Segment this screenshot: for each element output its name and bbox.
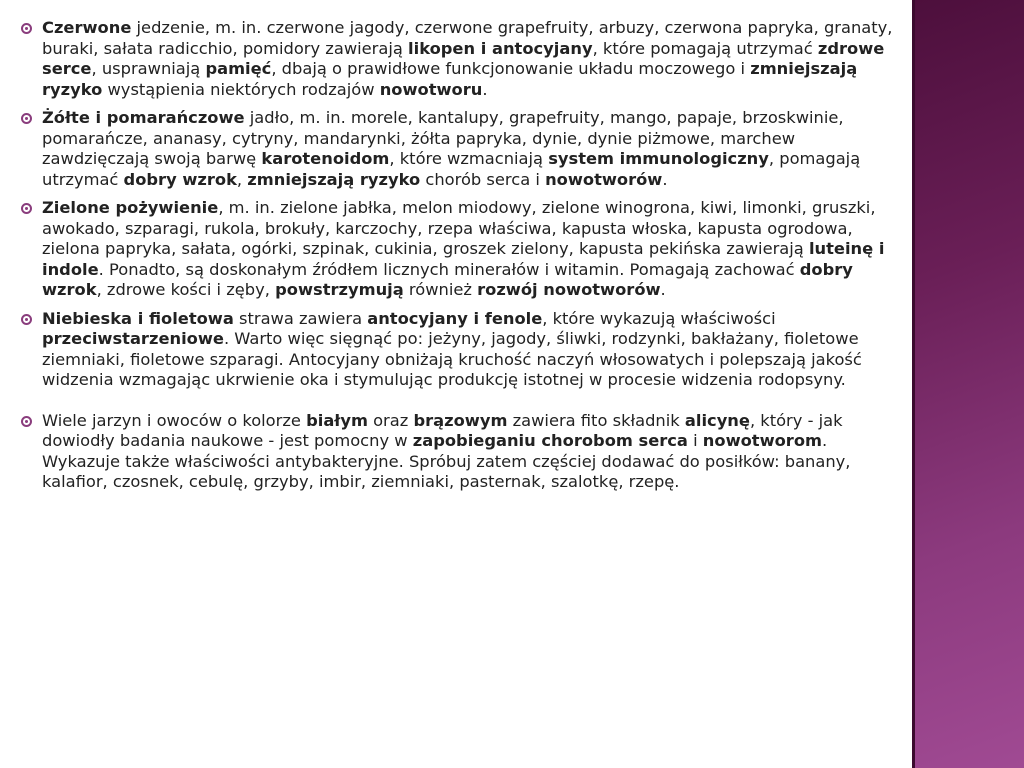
- bold-phrase: pamięć: [205, 59, 272, 78]
- bullet-text: [42, 309, 862, 390]
- text-run: oraz: [367, 410, 414, 430]
- bullet-text: [42, 18, 892, 99]
- text-run: . Wykazuje także właściwości antybakteryjne. Spróbuj zatem częściej dodawać do posiłków: banany, kalafior, czosnek, cebulę, grzyby, imbir, ziemniaki, pasternak, szalotkę, rzepę.: [42, 431, 851, 491]
- circle-bullet-icon: [21, 113, 32, 124]
- text-run: zawiera fito składnik: [507, 410, 685, 430]
- circle-bullet-icon: [21, 416, 32, 427]
- bold-phrase: brązowym: [413, 410, 508, 430]
- text-run: .: [660, 280, 666, 299]
- bold-phrase: nowotworom: [702, 431, 822, 450]
- text-run: również: [403, 280, 478, 299]
- bold-phrase: Żółte i pomarańczowe: [42, 108, 245, 127]
- bold-phrase: alicynę: [684, 410, 750, 430]
- bold-phrase: antocyjany i fenole: [367, 308, 543, 328]
- bold-phrase: powstrzymują: [275, 280, 404, 299]
- bold-phrase: nowotworu: [379, 79, 483, 99]
- bullet-list: [18, 18, 898, 493]
- text-run: , zdrowe kości i zęby,: [96, 280, 276, 299]
- text-run: jedzenie, m. in. czerwone jagody, czerwone grapefruity, arbuzy, czerwona papryka, granaty, buraki, sałata radicchio, pomidory zawierają: [42, 18, 893, 58]
- text-run: , usprawniają: [91, 59, 206, 78]
- text-run: , m. in. zielone jabłka, melon miodowy, zielone winogrona, kiwi, limonki, gruszki, awokado, szparagi, rukola, brokuły, karczochy, rzepa właściwa, kapusta włoska, kapusta ogrodowa, zielona papryka, sałata, ogórki, szpinak, cukinia, groszek zielony, kapusta pekińska zawierają: [42, 198, 876, 258]
- text-run: , które pomagają utrzymać: [592, 38, 818, 58]
- text-run: Wiele jarzyn i owoców o kolorze: [42, 410, 307, 430]
- bold-phrase: Zielone pożywienie: [42, 198, 219, 217]
- text-run: i: [687, 431, 703, 450]
- bold-phrase: białym: [306, 410, 368, 430]
- bold-phrase: zmniejszają ryzyko: [247, 169, 421, 189]
- bold-phrase: system immunologiczny: [548, 149, 769, 168]
- bold-phrase: zapobieganiu chorobom serca: [412, 431, 688, 450]
- bullet-item: [18, 108, 898, 190]
- bullet-text: [42, 198, 884, 299]
- bold-phrase: nowotworów: [545, 169, 663, 189]
- bullet-text: [42, 108, 860, 189]
- bullet-item: [18, 309, 898, 391]
- bold-phrase: dobry wzrok: [123, 169, 237, 189]
- bold-phrase: karotenoidom: [261, 149, 390, 168]
- text-run: wystąpienia niektórych rodzajów: [102, 79, 380, 99]
- bold-phrase: rozwój nowotworów: [477, 280, 661, 299]
- text-run: strawa zawiera: [233, 308, 368, 328]
- slide-content: [18, 18, 898, 501]
- text-run: . Warto więc sięgnąć po: jeżyny, jagody, śliwki, rodzynki, bakłażany, fioletowe ziemniaki, fioletowe szparagi. Antocyjany obniżają kruchość naczyń włosowatych i polepszają jakość widzenia wzmagając ukrwienie oka i stymulując produkcję istotnej w procesie widzenia rodopsyny.: [42, 329, 862, 389]
- bullet-item: [18, 198, 898, 301]
- circle-bullet-icon: [21, 314, 32, 325]
- bold-phrase: Czerwone: [42, 18, 132, 37]
- bold-phrase: dobry wzrok: [42, 259, 853, 299]
- text-run: , dbają o prawidłowe funkcjonowanie układu moczowego i: [271, 59, 751, 78]
- text-run: ,: [236, 169, 248, 189]
- bullet-item: [18, 18, 898, 100]
- text-run: , pomagają utrzymać: [42, 149, 861, 189]
- bold-phrase: Niebieska i fioletowa: [42, 308, 234, 328]
- circle-bullet-icon: [21, 203, 32, 214]
- bold-phrase: zdrowe serce: [42, 38, 885, 78]
- circle-bullet-icon: [21, 23, 32, 34]
- text-run: .: [662, 169, 668, 189]
- text-run: , które wykazują właściwości: [542, 308, 776, 328]
- text-run: , które wzmacniają: [389, 149, 549, 168]
- bold-phrase: likopen i antocyjany: [408, 38, 593, 58]
- bold-phrase: luteinę i indole: [42, 239, 885, 279]
- bullet-text: [42, 411, 850, 492]
- decorative-side-band: [912, 0, 1024, 768]
- text-run: chorób serca i: [420, 169, 546, 189]
- text-run: jadło, m. in. morele, kantalupy, grapefruity, mango, papaje, brzoskwinie, pomarańcze, ananasy, cytryny, mandarynki, żółta papryka, dynie, dynie piżmowe, marchew zawdzięczają swoją barwę: [42, 108, 844, 168]
- text-run: , który - jak dowiodły badania naukowe - jest pomocny w: [42, 410, 843, 450]
- bold-phrase: zmniejszają ryzyko: [42, 59, 858, 99]
- bullet-item: [18, 411, 898, 493]
- text-run: .: [482, 79, 488, 99]
- bold-phrase: przeciwstarzeniowe: [42, 329, 224, 348]
- text-run: . Ponadto, są doskonałym źródłem licznych minerałów i witamin. Pomagają zachować: [98, 259, 800, 279]
